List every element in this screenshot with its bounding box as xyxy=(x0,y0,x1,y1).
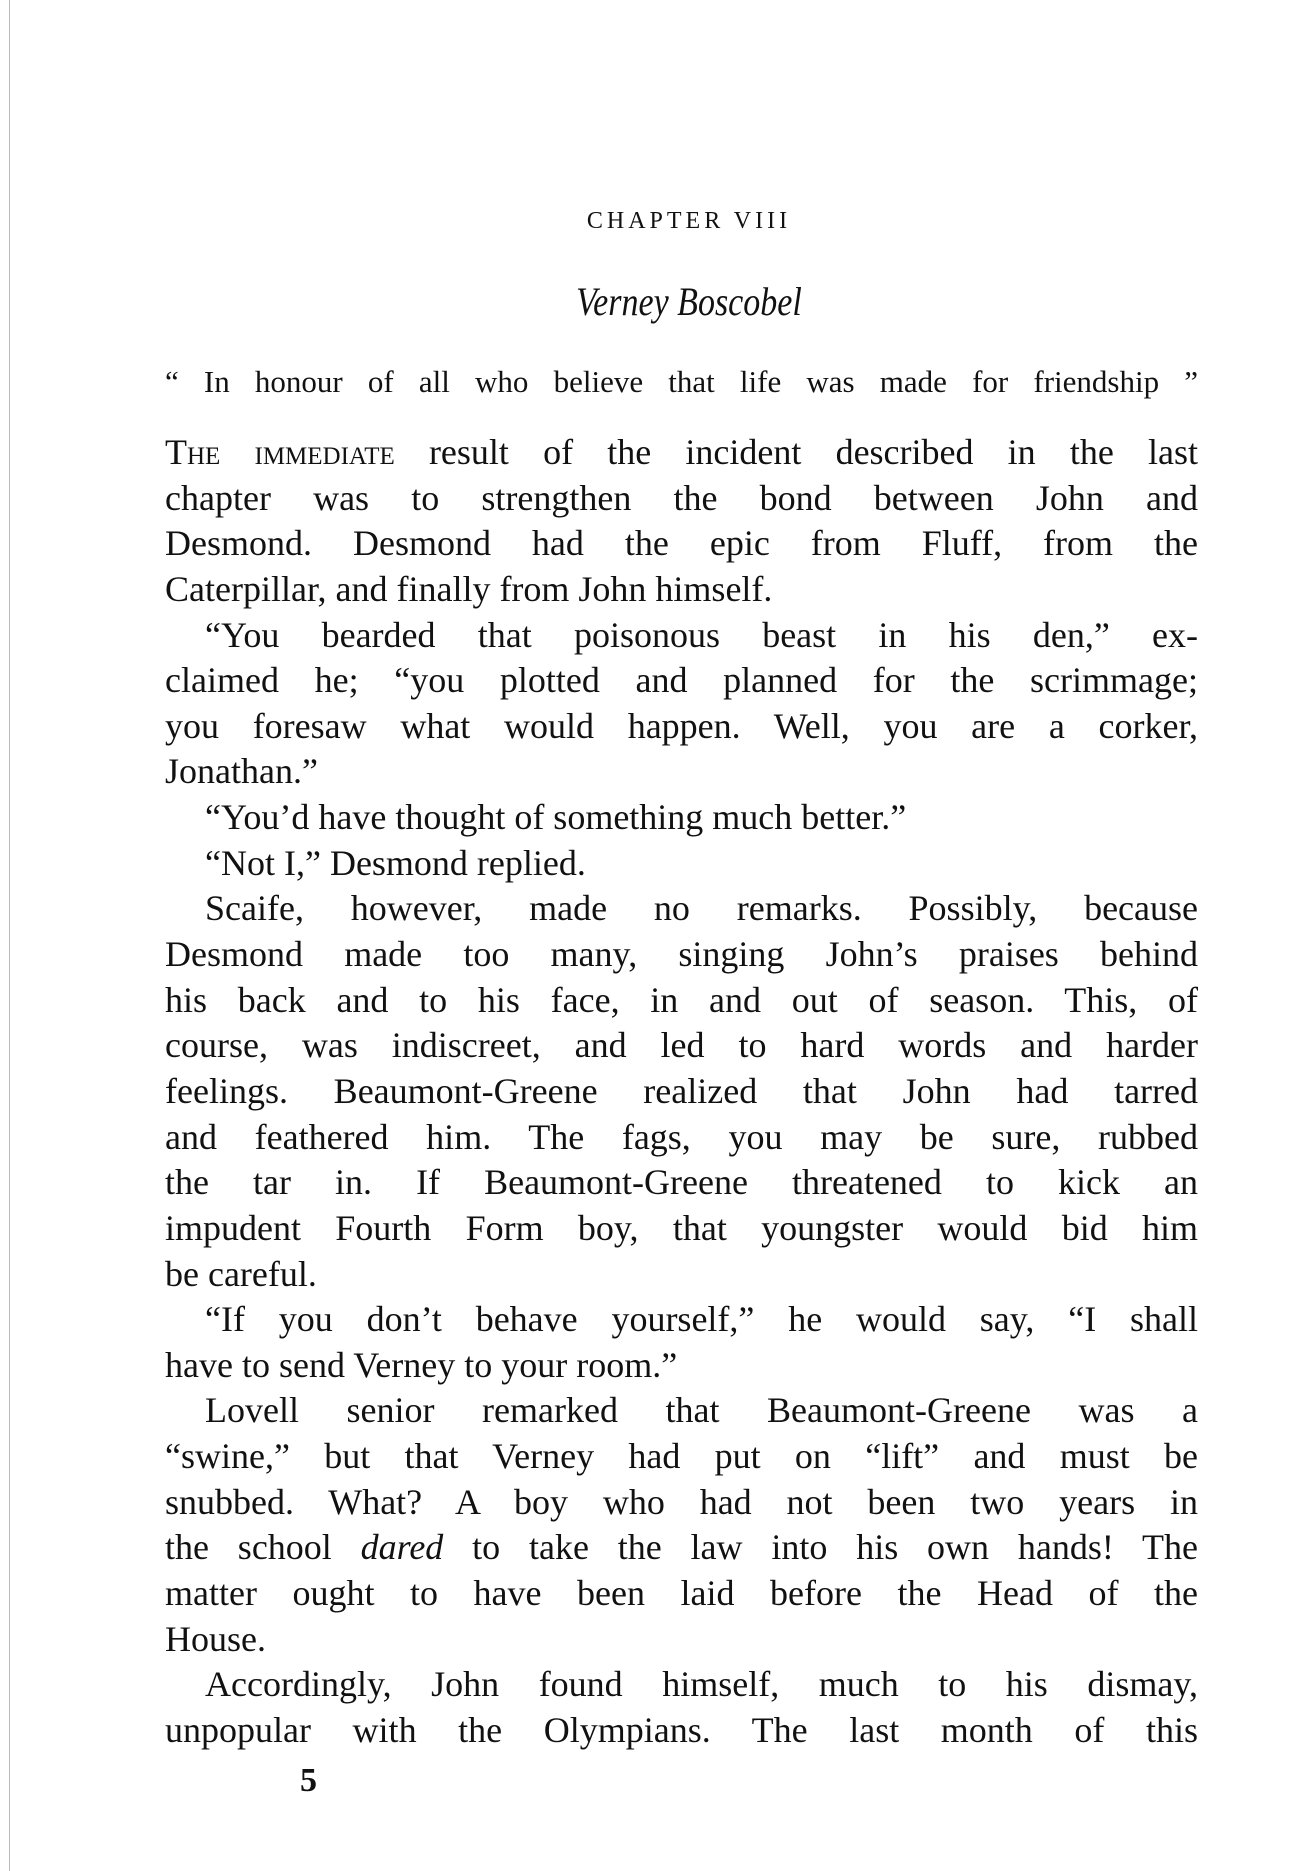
text-line xyxy=(165,476,1198,522)
text-line xyxy=(165,613,1198,659)
text-run: Desmond made too many, singing John’s praises behind xyxy=(165,934,1198,975)
text-run: Caterpillar, and finally from John himself. xyxy=(165,568,773,609)
text-line xyxy=(165,1571,1198,1617)
text-line xyxy=(165,978,1198,1024)
italic-text: dared xyxy=(360,1527,444,1568)
text-run: “swine,” but that Verney had put on “lift” and must be xyxy=(165,1436,1198,1477)
text-line xyxy=(165,841,1198,887)
text-line xyxy=(165,658,1198,704)
text-run: “Not I,” Desmond replied. xyxy=(205,842,586,883)
text-run: “You’d have thought of something much better.” xyxy=(205,797,907,838)
text-run: unpopular with the Olympians. The last month of this xyxy=(165,1709,1198,1750)
body-text xyxy=(165,430,1198,1754)
text-run: the school xyxy=(165,1527,361,1568)
text-run: Accordingly, John found himself, much to his dismay, xyxy=(205,1664,1198,1705)
text-run: House. xyxy=(165,1618,266,1659)
text-run: claimed he; “you plotted and planned for the scrimmage; xyxy=(165,660,1198,701)
text-line xyxy=(165,521,1198,567)
text-line xyxy=(165,1525,1198,1571)
text-line xyxy=(165,567,1198,613)
text-line xyxy=(165,1023,1198,1069)
chapter-title: Verney Boscobel xyxy=(576,279,802,324)
text-line xyxy=(165,1388,1198,1434)
text-line xyxy=(165,1343,1198,1389)
text-run: Desmond. Desmond had the epic from Fluff, from the xyxy=(165,523,1198,564)
text-run: Lovell senior remarked that Beaumont-Greene was a xyxy=(205,1390,1198,1431)
text-run: impudent Fourth Form boy, that youngster would bid him xyxy=(165,1207,1198,1248)
text-line xyxy=(165,1297,1198,1343)
text-run: Jonathan.” xyxy=(165,751,318,792)
small-caps-text: The immediate xyxy=(165,432,395,472)
text-run: and feathered him. The fags, you may be sure, rubbed xyxy=(165,1116,1198,1157)
text-line xyxy=(165,1480,1198,1526)
text-line xyxy=(165,795,1198,841)
text-run: “If you don’t behave yourself,” he would say, “I shall xyxy=(205,1299,1198,1340)
text-line xyxy=(165,1160,1198,1206)
text-line xyxy=(165,1434,1198,1480)
text-run: feelings. Beaumont-Greene realized that John had tarred xyxy=(165,1070,1198,1111)
text-run: to take the law into his own hands! The xyxy=(443,1527,1198,1568)
text-run: course, was indiscreet, and led to hard words and harder xyxy=(165,1025,1198,1066)
text-run: snubbed. What? A boy who had not been two years in xyxy=(165,1481,1198,1522)
epigraph: “ In honour of all who believe that life was made for friendship ” xyxy=(165,364,1198,399)
text-run: chapter was to strengthen the bond between John and xyxy=(165,477,1198,518)
text-line xyxy=(165,1115,1198,1161)
text-line xyxy=(165,932,1198,978)
text-line xyxy=(165,1617,1198,1663)
text-run: result of the incident described in the last xyxy=(394,432,1199,472)
text-line xyxy=(165,886,1198,932)
text-run: Scaife, however, made no remarks. Possibly, because xyxy=(205,888,1198,929)
scan-edge-line xyxy=(9,0,10,1871)
text-line xyxy=(165,749,1198,795)
text-line xyxy=(165,1708,1198,1754)
text-run: matter ought to have been laid before the Head of the xyxy=(165,1573,1198,1614)
text-run: “You bearded that poisonous beast in his den,” ex- xyxy=(205,614,1198,655)
text-line xyxy=(165,704,1198,750)
text-line xyxy=(165,1252,1198,1298)
text-run: have to send Verney to your room.” xyxy=(165,1344,678,1385)
text-line xyxy=(165,1069,1198,1115)
text-run: the tar in. If Beaumont-Greene threatened to kick an xyxy=(165,1162,1198,1203)
text-run: you foresaw what would happen. Well, you are a corker, xyxy=(165,705,1198,746)
text-run: be careful. xyxy=(165,1253,317,1294)
text-line xyxy=(165,1662,1198,1708)
text-run: his back and to his face, in and out of season. This, of xyxy=(165,979,1198,1020)
chapter-heading: CHAPTER VIII xyxy=(586,208,792,234)
text-line xyxy=(165,430,1198,476)
page-number: 5 xyxy=(300,1762,317,1799)
text-line xyxy=(165,1206,1198,1252)
